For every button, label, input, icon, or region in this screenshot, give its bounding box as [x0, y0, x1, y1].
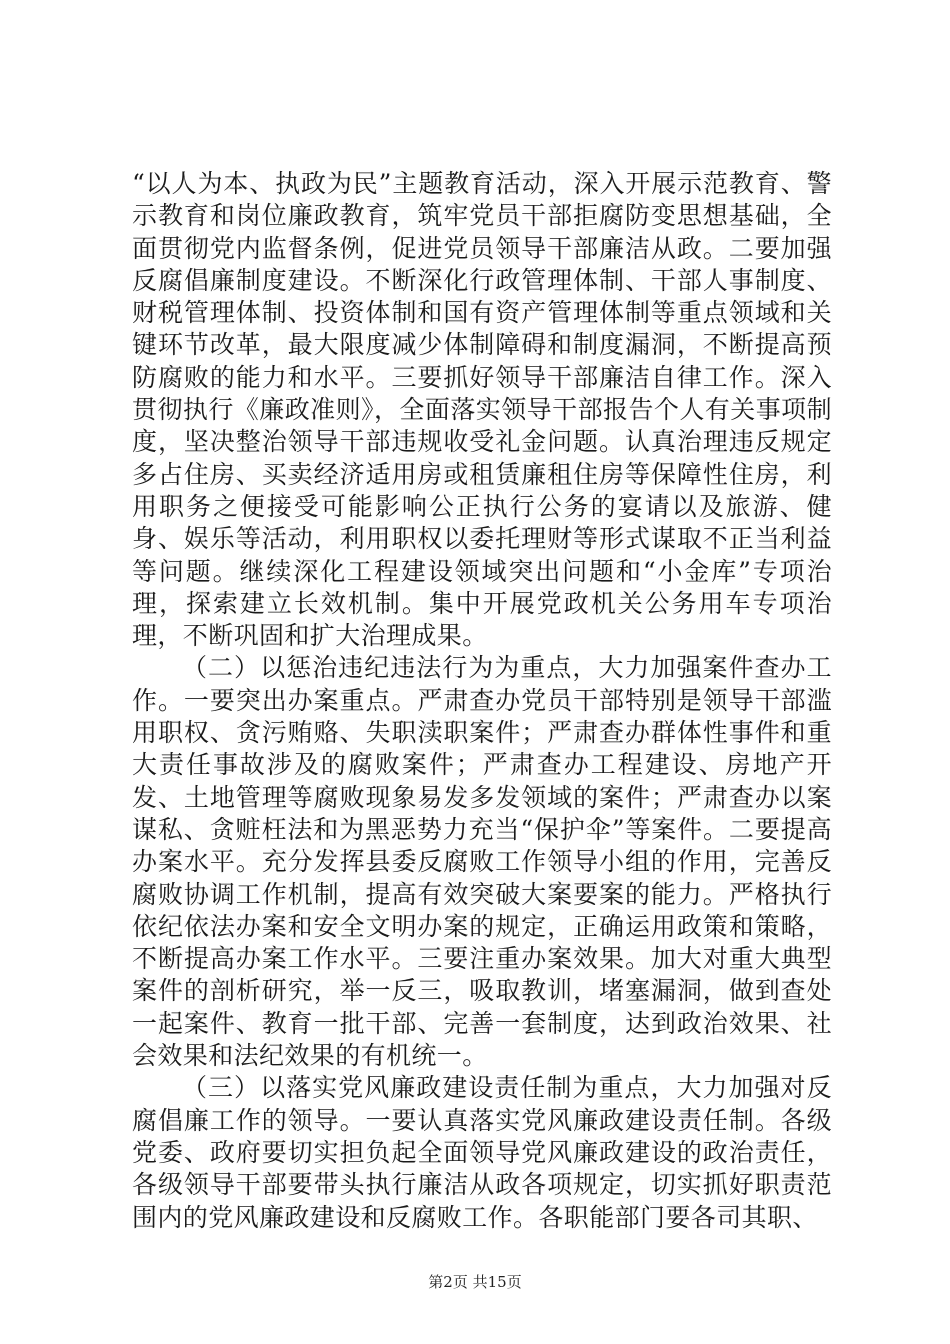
paragraph-section-three: （三）以落实党风廉政建设责任制为重点，大力加强对反腐倡廉工作的领导。一要认真落实党风廉政建设责任制。各级党委、政府要切实担负起全面领导党风廉政建设的政治责任，各级领导干部要带头执行廉洁从政各项规定，切实抓好职责范围内的党风廉政建设和反腐败工作。各职能部门要各司其职、 — [132, 1073, 832, 1232]
paragraph-section-two: （二）以惩治违纪违法行为为重点，大力加强案件查办工作。一要突出办案重点。严肃查办党员干部特别是领导干部滥用职权、贪污贿赂、失职渎职案件；严肃查办群体性事件和重大责任事故涉及的腐败案件；严肃查办工程建设、房地产开发、土地管理等腐败现象易发多发领域的案件；严肃查办以案谋私、贪赃枉法和为黑恶势力充当“保护伞”等案件。二要提高办案水平。充分发挥县委反腐败工作领导小组的作用，完善反腐败协调工作机制，提高有效突破大案要案的能力。严格执行依纪依法办案和安全文明办案的规定，正确运用政策和策略，不断提高办案工作水平。三要注重办案效果。加大对重大典型案件的剖析研究，举一反三，吸取教训，堵塞漏洞，做到查处一起案件、教育一批干部、完善一套制度，达到政治效果、社会效果和法纪效果的有机统一。 — [132, 653, 832, 1071]
page-footer: 第2页 共15页 — [428, 1273, 522, 1291]
paragraph-continued: “以人为本、执政为民”主题教育活动，深入开展示范教育、警示教育和岗位廉政教育，筑牢党员干部拒腐防变思想基础，全面贯彻党内监督条例，促进党员领导干部廉洁从政。二要加强反腐倡廉制度建设。不断深化行政管理体制、干部人事制度、财税管理体制、投资体制和国有资产管理体制等重点领域和关键环节改革，最大限度减少体制障碍和制度漏洞，不断提高预防腐败的能力和水平。三要抓好领导干部廉洁自律工作。深入贯彻执行《廉政准则》，全面落实领导干部报告个人有关事项制度，坚决整治领导干部违规收受礼金问题。认真治理违反规定多占住房、买卖经济适用房或租赁廉租住房等保障性住房，利用职务之便接受可能影响公正执行公务的宴请以及旅游、健身、娱乐等活动，利用职权以委托理财等形式谋取不正当利益等问题。继续深化工程建设领域突出问题和“小金库”专项治理，探索建立长效机制。集中开展党政机关公务用车专项治理，不断巩固和扩大治理成果。 — [132, 169, 832, 651]
document-body — [132, 168, 832, 1234]
